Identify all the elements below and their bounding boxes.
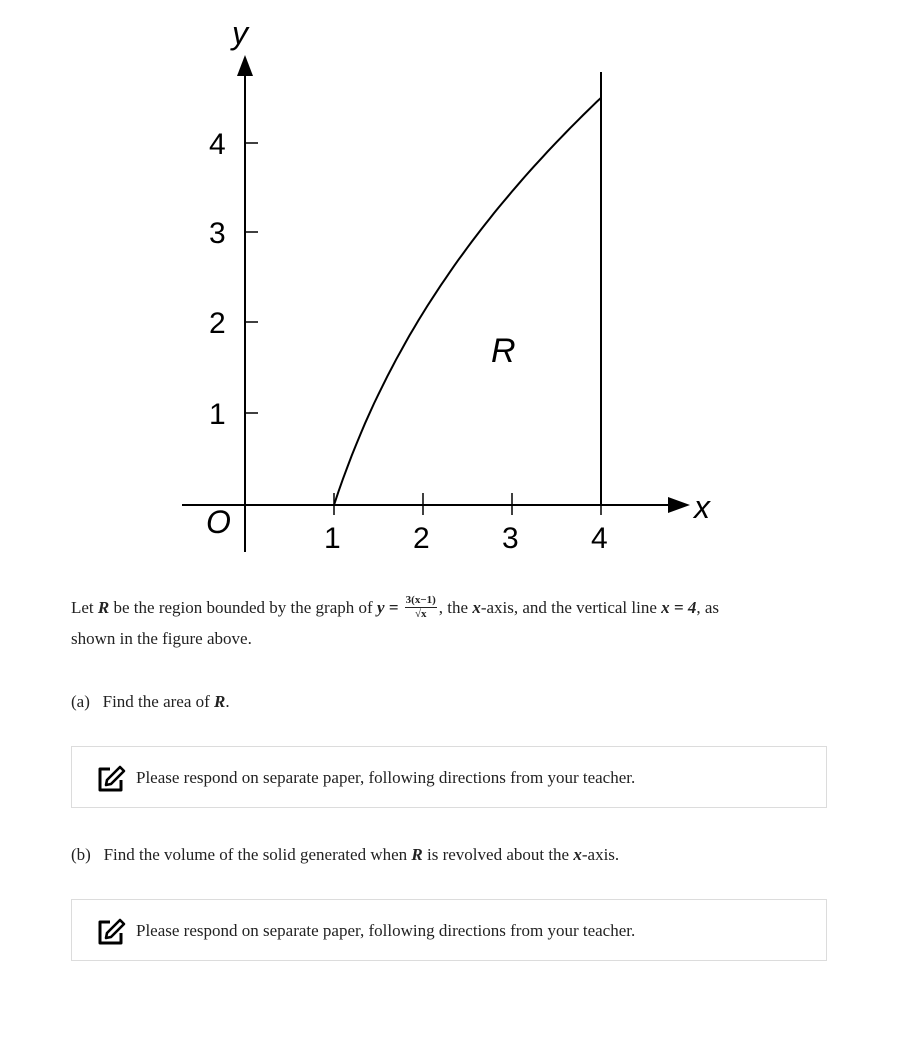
pencil-square-icon: [96, 917, 126, 947]
y-tick-label-4: 4: [209, 128, 226, 161]
part-b: (b) Find the volume of the solid generated when R is revolved about the x-axis.: [71, 845, 620, 864]
region-label: R: [491, 332, 516, 370]
part-a-text: Find the area of: [102, 692, 215, 711]
x-tick-label-1: 1: [324, 522, 341, 555]
fraction: [405, 594, 437, 621]
equation-lhs: y =: [376, 598, 399, 617]
fraction-numerator: 3(x−1): [405, 593, 436, 606]
response-message-b: Please respond on separate paper, following directions from your teacher.: [136, 921, 636, 940]
y-tick-label-1: 1: [209, 398, 226, 431]
statement-line-2: shown in the figure above.: [71, 629, 252, 648]
problem-statement: Let R be the region bounded by the graph of y = $\frac{3(x-1)}{√x}$ , the x-axis, and the vertical line x = 4, as shown in the figure above.: [71, 593, 719, 648]
fraction-denominator: √x: [414, 607, 427, 620]
response-message-a: Please respond on separate paper, following directions from your teacher.: [136, 768, 636, 787]
line-equation: x = 4: [661, 598, 697, 617]
pencil-square-icon: [96, 764, 126, 794]
response-box-b[interactable]: [71, 899, 827, 961]
part-b-label: (b): [71, 845, 91, 864]
x-tick-label-2: 2: [413, 522, 430, 555]
part-a: (a) Find the area of R.: [71, 692, 230, 711]
y-tick-label-2: 2: [209, 307, 226, 340]
part-b-text: Find the volume of the solid generated when: [103, 845, 412, 864]
x-tick-label-4: 4: [591, 522, 608, 555]
part-a-label: (a): [71, 692, 90, 711]
y-tick-label-3: 3: [209, 217, 226, 250]
y-axis-arrow: [237, 55, 253, 76]
curve-y-3x-1-over-sqrt-x: [334, 98, 601, 505]
var-R: R: [97, 598, 110, 617]
var-x: x: [472, 598, 481, 617]
x-axis-arrow: [668, 497, 690, 513]
y-axis-label: y: [232, 15, 248, 51]
x-axis-label: x: [694, 489, 710, 525]
origin-label: O: [206, 504, 231, 540]
response-box-a[interactable]: [71, 746, 827, 808]
x-tick-label-3: 3: [502, 522, 519, 555]
